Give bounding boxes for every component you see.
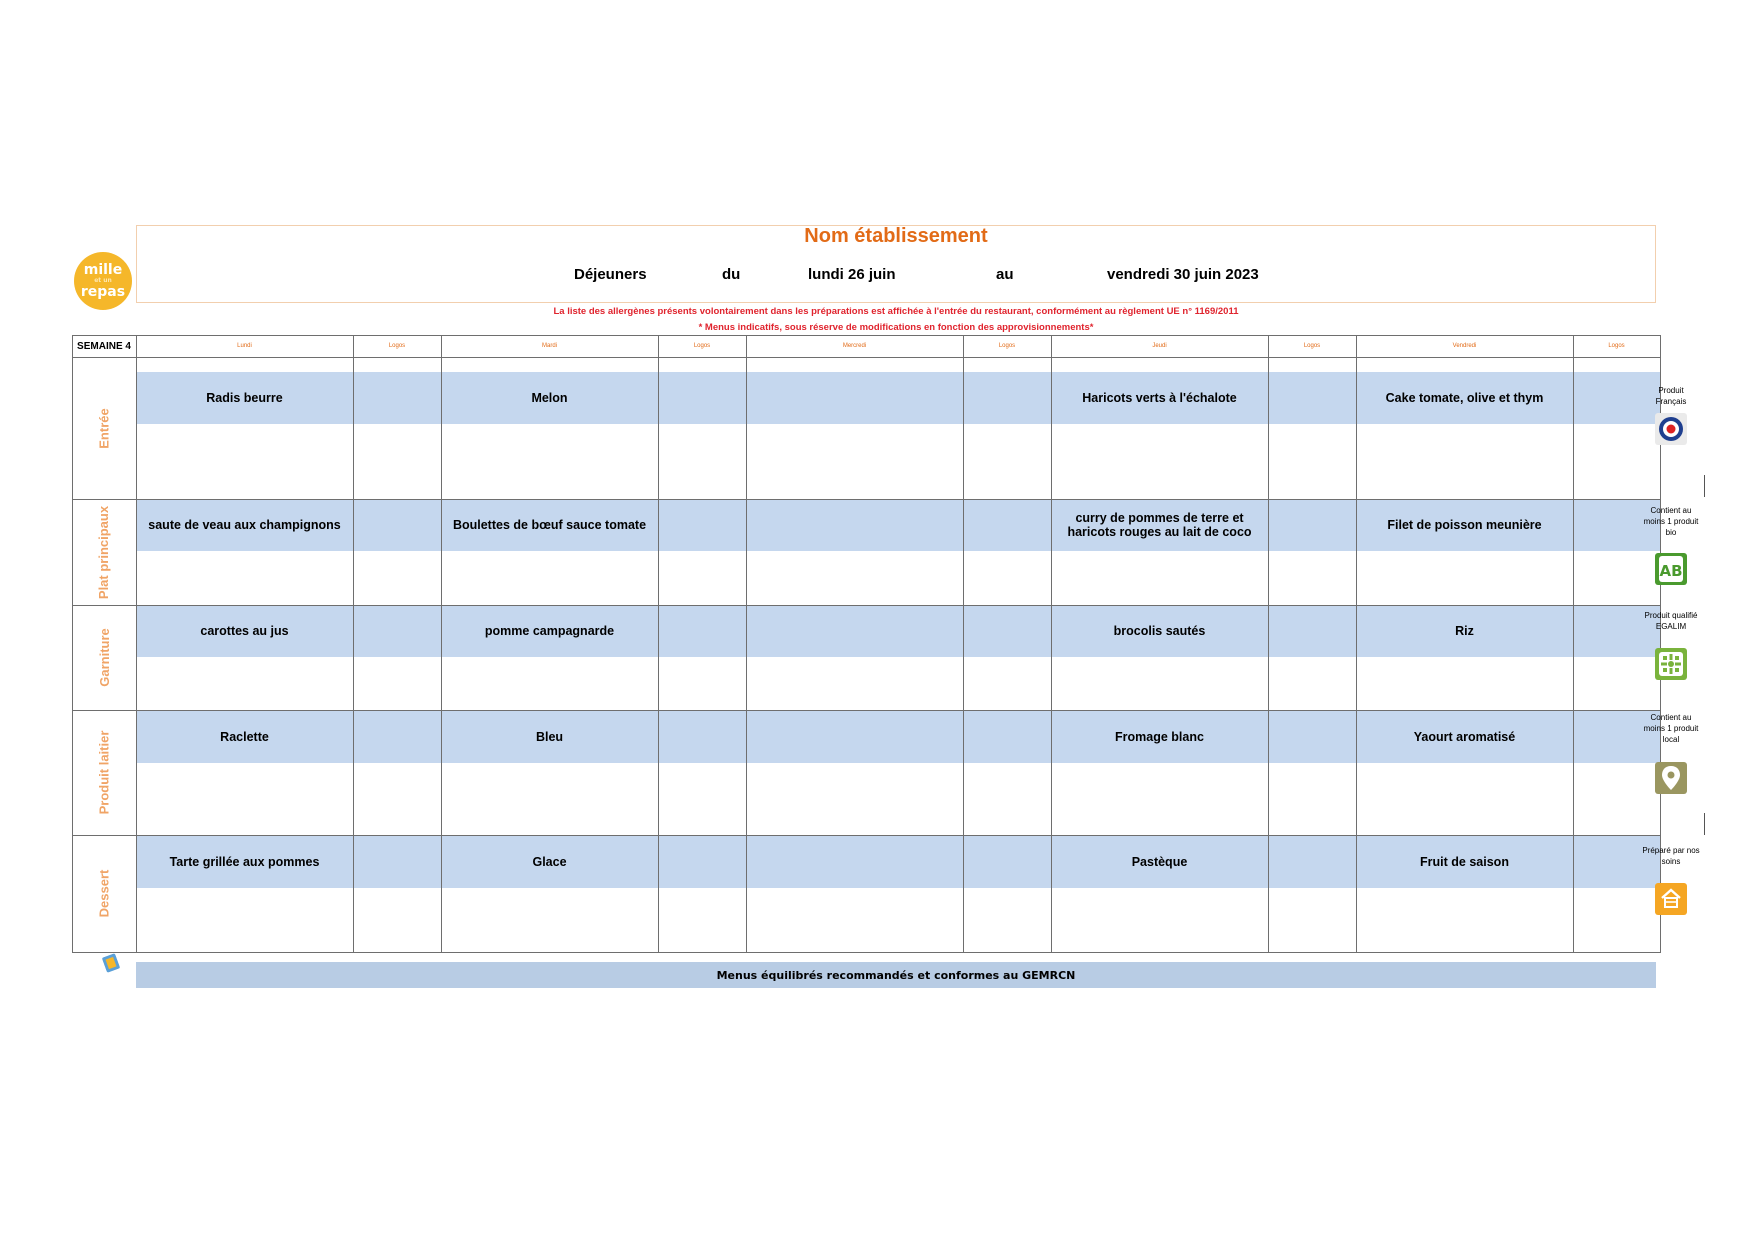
row-label: [72, 835, 136, 952]
dish-cell: [746, 710, 963, 763]
dish-cell: Cake tomate, olive et thym: [1385, 391, 1544, 405]
logo-line-2: et un: [94, 277, 112, 284]
dish-cell: Radis beurre: [206, 391, 283, 405]
house-icon: [1655, 883, 1687, 915]
row-label: [72, 710, 136, 835]
meal-label: Déjeuners: [574, 266, 647, 283]
dish-cell: Raclette: [220, 729, 269, 744]
dish-cell: carottes au jus: [200, 624, 289, 638]
row-label-text: Produit laitier: [96, 730, 112, 815]
column-header: Lundi: [237, 343, 252, 349]
column-header: Logos: [693, 343, 711, 349]
grid-row-line: [72, 357, 1660, 358]
dish-cell: Fromage blanc: [1115, 729, 1204, 744]
dish-cell: Pastèque: [1131, 854, 1188, 869]
legend-text: Contient au moins 1 produit bio: [1643, 506, 1699, 537]
dish-cell: [746, 499, 963, 551]
dish-cell: [746, 372, 963, 424]
dish-cell: curry de pommes de terre et haricots rouges au lait de coco: [1067, 511, 1252, 539]
legend-divider: [1704, 813, 1705, 835]
legend-text: Produit Français: [1655, 386, 1687, 406]
dish-cell: brocolis sautés: [1113, 624, 1206, 638]
grid-col-line: [963, 335, 964, 953]
dish-cell: Bleu: [535, 729, 564, 744]
logo-line-3: repas: [80, 284, 126, 300]
column-header: Mercredi: [842, 343, 867, 349]
column-header: Logos: [1303, 343, 1321, 349]
column-header: Mardi: [541, 343, 557, 349]
dish-cell: pomme campagnarde: [484, 624, 615, 638]
row-label: [72, 499, 136, 605]
logo-line-1: mille: [83, 262, 123, 278]
dish-cell: Glace: [532, 854, 567, 869]
start-date: lundi 26 juin: [808, 266, 896, 283]
row-label-text: Entrée: [96, 407, 112, 449]
column-header: Vendredi: [1452, 343, 1477, 349]
grid-row-line: [72, 952, 1660, 953]
gemrcn-footer: Menus équilibrés recommandés et conformes au GEMRCN: [136, 962, 1656, 988]
location-pin-icon: [1655, 762, 1687, 794]
grid-col-line: [353, 335, 354, 953]
grid-col-line: [1268, 335, 1269, 953]
indicative-note: * Menus indicatifs, sous réserve de modifications en fonction des approvisionnements*: [698, 322, 1094, 333]
legend-text: Contient au moins 1 produit local: [1643, 713, 1699, 744]
legend-text: Préparé par nos soins: [1642, 846, 1700, 866]
grid-col-line: [658, 335, 659, 953]
du-label: du: [722, 266, 741, 283]
egalim-label-icon: [1655, 648, 1687, 680]
end-date: vendredi 30 juin 2023: [1107, 266, 1259, 283]
dish-cell: Filet de poisson meunière: [1387, 518, 1542, 532]
legend-divider: [1704, 475, 1705, 497]
legend-text: Produit qualifié EGALIM: [1644, 611, 1698, 631]
dish-cell: Yaourt aromatisé: [1413, 729, 1516, 744]
dish-cell: Melon: [531, 391, 568, 405]
column-header: Logos: [388, 343, 406, 349]
column-header: Logos: [998, 343, 1016, 349]
grid-col-line: [1573, 335, 1574, 953]
dish-cell: Boulettes de bœuf sauce tomate: [452, 518, 647, 532]
dish-cell: Tarte grillée aux pommes: [169, 854, 320, 869]
dish-cell: saute de veau aux champignons: [148, 518, 341, 532]
dish-cell: Riz: [1455, 624, 1474, 638]
dish-cell: [746, 605, 963, 657]
dish-cell: Haricots verts à l'échalote: [1082, 391, 1237, 405]
column-header: Jeudi: [1152, 343, 1167, 349]
ab-bio-label-icon: [1655, 553, 1687, 585]
au-label: au: [996, 266, 1014, 283]
row-label-text: Dessert: [96, 869, 112, 918]
row-label-text: Plat principaux: [96, 505, 112, 599]
dish-cell: Fruit de saison: [1420, 854, 1509, 869]
french-flag-roundel-icon: [1655, 413, 1687, 445]
dish-cell: [746, 835, 963, 888]
establishment-name: Nom établissement: [804, 225, 988, 247]
column-header: Logos: [1608, 343, 1625, 349]
row-label: [72, 605, 136, 710]
row-label-text: Garniture: [96, 628, 112, 687]
row-label: [72, 357, 136, 499]
allergen-note: La liste des allergènes présents volontairement dans les préparations est affichée à l'entrée du restaurant, conformément au règlement UE n° 1169/2011: [553, 306, 1239, 317]
svg-text:AB: AB: [1659, 562, 1683, 580]
week-label: SEMAINE 4: [77, 340, 131, 352]
